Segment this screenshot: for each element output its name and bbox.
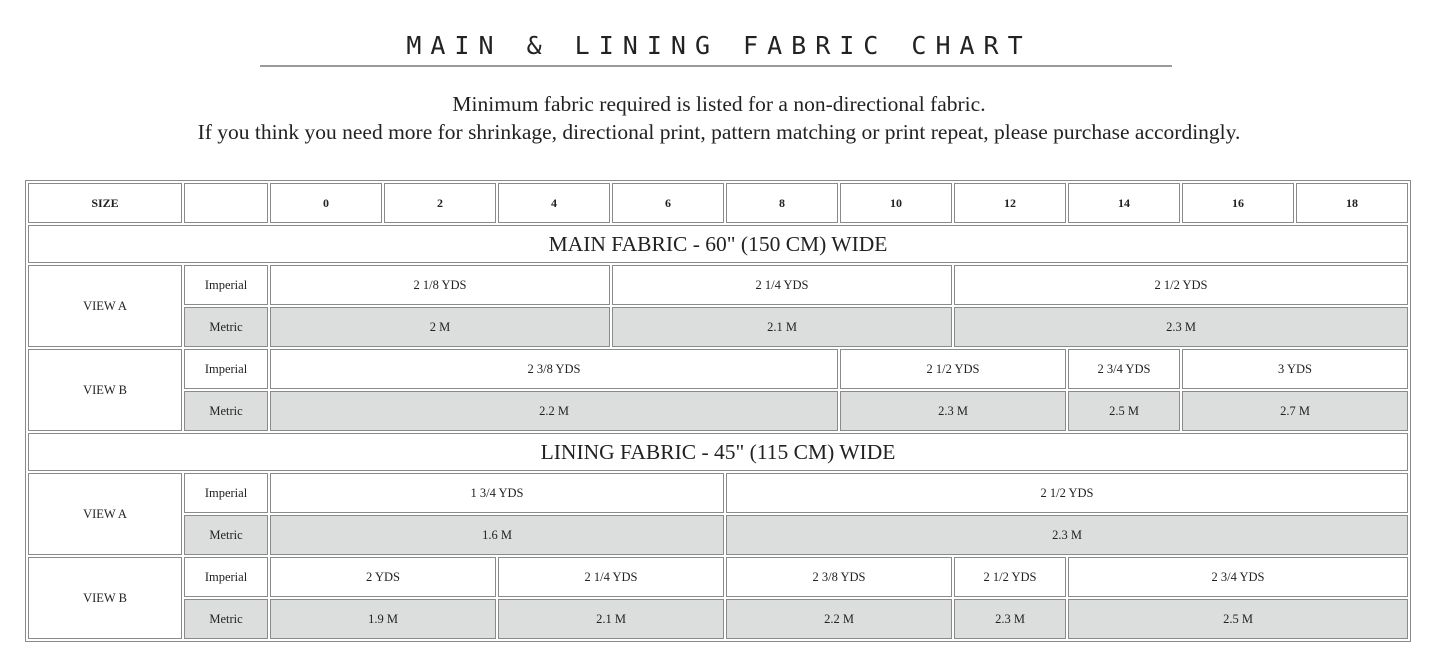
table-cell: 2 3/8 YDS — [726, 557, 952, 597]
size-header-cell: 8 — [726, 183, 838, 223]
size-header-label: SIZE — [28, 183, 182, 223]
unit-label: Metric — [184, 391, 268, 431]
size-header-cell: 0 — [270, 183, 382, 223]
table-cell: 2 1/8 YDS — [270, 265, 610, 305]
table-cell: 2.3 M — [726, 515, 1408, 555]
unit-label: Imperial — [184, 557, 268, 597]
table-cell: 2.3 M — [954, 307, 1408, 347]
subtitle-line-2: If you think you need more for shrinkage, directional print, pattern matching or print repeat, please purchase accordingly. — [197, 120, 1241, 144]
table-cell: 2.2 M — [726, 599, 952, 639]
page-title: MAIN & LINING FABRIC CHART — [406, 31, 1032, 60]
main-view-a-imperial-row — [28, 265, 1408, 305]
table-cell: 2.1 M — [498, 599, 724, 639]
table-cell: 2.3 M — [954, 599, 1066, 639]
table-cell: 2.5 M — [1068, 599, 1408, 639]
size-header-cell: 14 — [1068, 183, 1180, 223]
size-header-cell: 12 — [954, 183, 1066, 223]
lining-view-a-metric-row — [28, 515, 1408, 555]
size-header-cell: 2 — [384, 183, 496, 223]
table-cell: 2 1/2 YDS — [726, 473, 1408, 513]
size-header-row — [28, 183, 1408, 223]
unit-header-blank — [184, 183, 268, 223]
table-cell: 2.2 M — [270, 391, 838, 431]
table-cell: 2 3/4 YDS — [1068, 557, 1408, 597]
subtitle-line-1: Minimum fabric required is listed for a non-directional fabric. — [452, 92, 986, 116]
table-cell: 1.9 M — [270, 599, 496, 639]
size-header-cell: 18 — [1296, 183, 1408, 223]
table-cell: 2.3 M — [840, 391, 1066, 431]
main-view-b-label: VIEW B — [28, 349, 182, 431]
lining-view-b-imperial-row — [28, 557, 1408, 597]
table-cell: 2 YDS — [270, 557, 496, 597]
main-view-b-metric-row — [28, 391, 1408, 431]
lining-fabric-section-row — [28, 433, 1408, 471]
unit-label: Metric — [184, 307, 268, 347]
table-cell: 2.7 M — [1182, 391, 1408, 431]
table-cell: 2 1/2 YDS — [954, 557, 1066, 597]
lining-view-b-label: VIEW B — [28, 557, 182, 639]
size-header-cell: 4 — [498, 183, 610, 223]
lining-view-a-imperial-row — [28, 473, 1408, 513]
table-cell: 2 1/4 YDS — [612, 265, 952, 305]
table-cell: 2.1 M — [612, 307, 952, 347]
fabric-chart-table — [25, 180, 1411, 642]
unit-label: Imperial — [184, 265, 268, 305]
table-cell: 2.5 M — [1068, 391, 1180, 431]
unit-label: Metric — [184, 599, 268, 639]
main-fabric-section-row — [28, 225, 1408, 263]
table-cell: 2 3/4 YDS — [1068, 349, 1180, 389]
lining-view-a-label: VIEW A — [28, 473, 182, 555]
table-cell: 2 1/2 YDS — [840, 349, 1066, 389]
size-header-cell: 6 — [612, 183, 724, 223]
table-cell: 2 3/8 YDS — [270, 349, 838, 389]
size-header-cell: 16 — [1182, 183, 1294, 223]
lining-fabric-heading: LINING FABRIC - 45" (115 CM) WIDE — [28, 433, 1408, 471]
size-header-cell: 10 — [840, 183, 952, 223]
table-cell: 3 YDS — [1182, 349, 1408, 389]
unit-label: Metric — [184, 515, 268, 555]
table-cell: 2 1/2 YDS — [954, 265, 1408, 305]
table-cell: 2 1/4 YDS — [498, 557, 724, 597]
main-view-a-metric-row — [28, 307, 1408, 347]
title-underline — [260, 65, 1172, 67]
table-cell: 2 M — [270, 307, 610, 347]
main-fabric-heading: MAIN FABRIC - 60" (150 CM) WIDE — [28, 225, 1408, 263]
unit-label: Imperial — [184, 349, 268, 389]
main-view-a-label: VIEW A — [28, 265, 182, 347]
unit-label: Imperial — [184, 473, 268, 513]
table-cell: 1.6 M — [270, 515, 724, 555]
main-view-b-imperial-row — [28, 349, 1408, 389]
table-cell: 1 3/4 YDS — [270, 473, 724, 513]
lining-view-b-metric-row — [28, 599, 1408, 639]
